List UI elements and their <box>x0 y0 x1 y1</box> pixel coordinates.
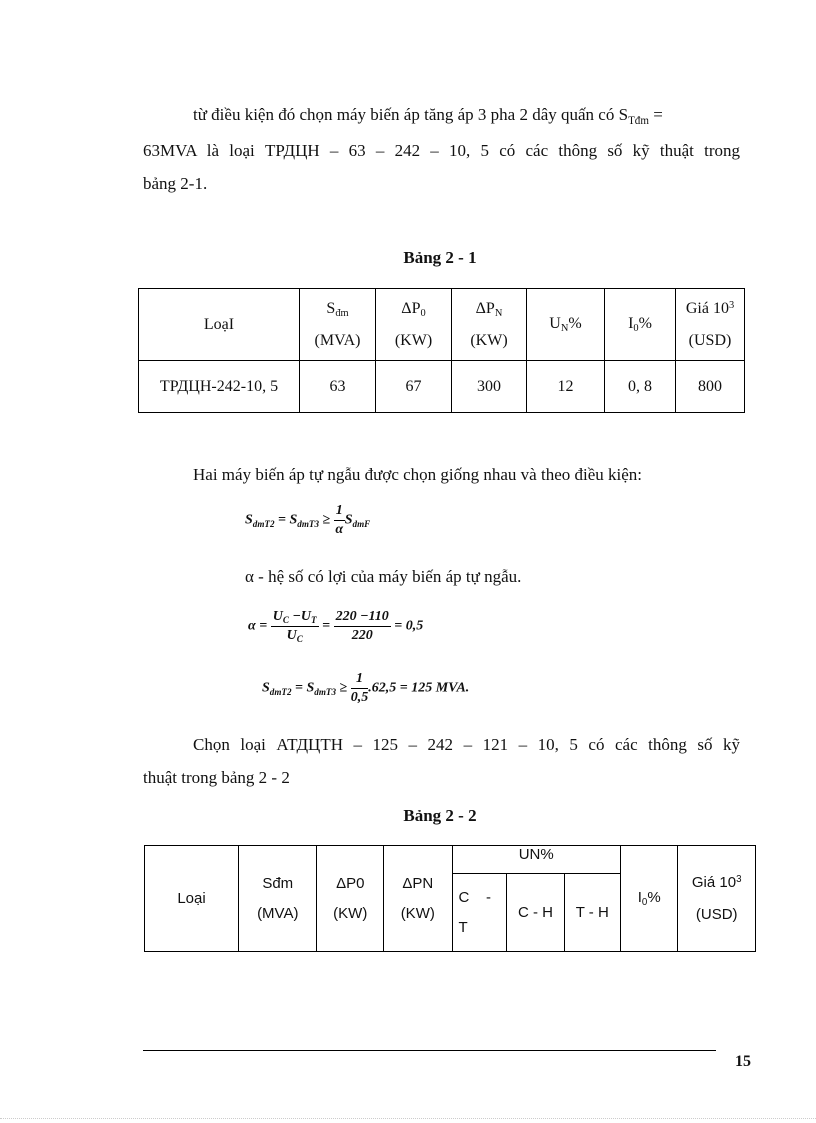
t2-h-ch: C - H <box>507 874 564 952</box>
t2-h-th: T - H <box>564 874 620 952</box>
t2-h-ct: C - T <box>452 874 507 952</box>
t1-cell-loai: ТРДЦН-242-10, 5 <box>139 361 300 413</box>
table1-caption: Bảng 2 - 1 <box>403 248 477 267</box>
formula-1: $S_{dmT2} = S_{dmT3}$ ≥ $\frac{1}{\alpha}$ $S_{dmF}$ <box>245 503 371 537</box>
t1-h-i0: $I_0\%$ <box>605 289 676 361</box>
t2-h-loai: Loại <box>145 846 239 952</box>
t1-cell-gia: 800 <box>676 361 745 413</box>
t1-h-p0: $\Delta P_0$ (KW) <box>376 289 452 361</box>
intro-line-3: bảng 2-1. <box>143 174 208 193</box>
table-row <box>139 361 745 413</box>
table2-header-row-1 <box>145 846 756 874</box>
intro-paragraph <box>143 98 740 200</box>
intro-line-2: 63MVA là loại ТРДЦН – 63 – 242 – 10, 5 có các thông số kỹ thuật trong <box>143 141 740 160</box>
choice-paragraph <box>143 728 740 794</box>
t2-h-sdm: Sđm (MVA) <box>239 846 317 952</box>
choice-line-2: thuật trong bảng 2 - 2 <box>143 768 290 787</box>
condition-text: Hai máy biến áp tự ngẫu được chọn giống nhau và theo điều kiện: <box>193 465 642 484</box>
intro-line-1: từ điều kiện đó chọn máy biến áp tăng áp 3 pha 2 dây quấn có $S_{Tđm}$ = <box>193 105 663 127</box>
t1-h-loai: LoạI <box>139 289 300 361</box>
t1-cell-pn: 300 <box>452 361 527 413</box>
footer-rule <box>143 1050 716 1051</box>
t1-cell-un: 12 <box>527 361 605 413</box>
formula-2: α = $\frac{U_C -U_T}{U_C}$ = $\frac{220 -110}{220}$ = 0,5 <box>248 609 424 645</box>
choice-line-1: Chọn loại АТДЦТН – 125 – 242 – 121 – 10, 5 có các thông số kỹ <box>193 735 740 754</box>
alpha-note: α - hệ số có lợi của máy biến áp tự ngẫu. <box>245 567 522 586</box>
t2-h-pn: ΔPN (KW) <box>384 846 453 952</box>
t1-cell-p0: 67 <box>376 361 452 413</box>
t1-cell-i0: 0, 8 <box>605 361 676 413</box>
formula-3: $S_{dmT2} = S_{dmT3}$ ≥ $\frac{1}{0,5}$ .62,5 = 125 MVA. <box>262 671 470 705</box>
page-number: 15 <box>735 1053 751 1070</box>
table1 <box>138 288 745 413</box>
table2-caption: Bảng 2 - 2 <box>403 806 477 825</box>
t2-h-p0: ΔP0 (KW) <box>317 846 384 952</box>
page-edge-divider <box>0 1118 816 1119</box>
t2-h-gia: Giá $10^3$ (USD) <box>678 846 756 952</box>
t1-h-pn: $\Delta P_N$ (KW) <box>452 289 527 361</box>
table1-header-row <box>139 289 745 361</box>
t2-h-i0: $I_0\%$ <box>620 846 678 952</box>
t2-h-un: UN% <box>452 846 620 874</box>
t1-h-un: $U_N\%$ <box>527 289 605 361</box>
t1-cell-s: 63 <box>300 361 376 413</box>
t1-h-s: $S_{đm}$ (MVA) <box>300 289 376 361</box>
t1-h-gia: Giá $10^3$ (USD) <box>676 289 745 361</box>
table2 <box>144 845 756 952</box>
